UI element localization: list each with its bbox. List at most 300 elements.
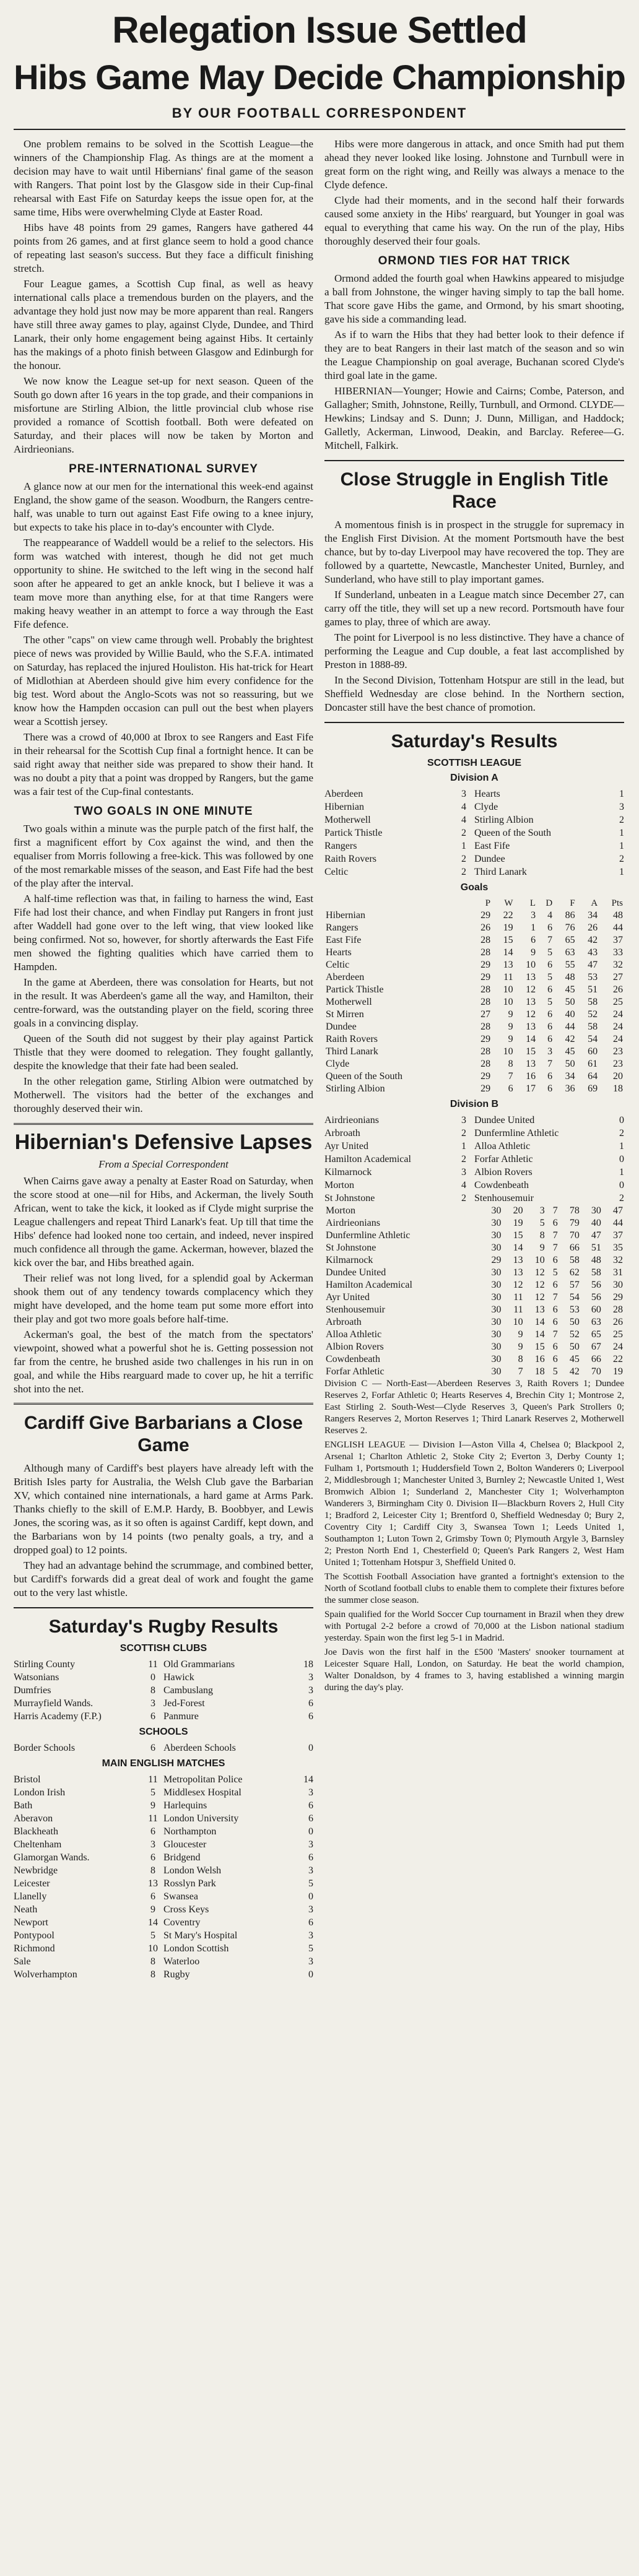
table-cell: 60 <box>588 1046 598 1057</box>
table-cell: 6 <box>552 1354 558 1364</box>
table-cell: 13 <box>526 997 536 1007</box>
table-cell: 47 <box>588 960 598 970</box>
article-paragraph: If Sunderland, unbeaten in a League match since December 27, can carry off the title, they will set up a new record. Portsmouth have four games to play, three of which are away. <box>324 589 624 628</box>
table-cell: 30 <box>491 1366 502 1377</box>
close-struggle-heading: Close Struggle in English Title Race <box>340 469 609 512</box>
away-team: Forfar Athletic <box>474 1154 533 1164</box>
table-cell: 5 <box>539 1218 545 1228</box>
article-paragraph: A half-time reflection was that, in failing to harness the wind, East Fife had lost their chance, and when Findlay put Rangers in front just after Waddell had gone over to the left wing, that view looked like being confirmed. Not so, however, for shortly afterwards the East Fife men showed the fighting qualities which have carried them to Hampden. <box>14 893 313 973</box>
table-cell: 28 <box>480 1046 491 1057</box>
table-row <box>324 1353 624 1366</box>
home-score: 2 <box>461 867 466 877</box>
table-cell: 29 <box>480 1034 491 1044</box>
table-cell: 48 <box>613 910 623 921</box>
table-cell: 9 <box>508 1034 513 1044</box>
team-name: Ayr United <box>326 1292 370 1303</box>
table-cell: 6 <box>547 1021 553 1032</box>
team-name: Clyde <box>326 1059 350 1069</box>
home-team: Dumfries <box>14 1685 51 1696</box>
table-cell: 7 <box>552 1205 558 1216</box>
away-score: 2 <box>619 1128 624 1138</box>
rugby-rule <box>14 1607 313 1608</box>
english-league-results: ENGLISH LEAGUE — Division I—Aston Villa 4, Chelsea 0; Blackpool 2, Arsenal 1; Charlton Athletic 2, Stoke City 2; Everton 3, Derby County 1; Fulham 1, Portsmouth 1; Huddersfield Town 2, Bolton Wanderers 0; Liverpool 2, Middlesbrough 1; Manchester United 3, Burnley 2; Newcastle United 1, West Bromwich Albion 1; Sunderland 2, Manchester City 1; Wolverhampton Wanderers 3, Birmingham City 0. Division II—Blackburn Rovers 2, Hull City 1; Bradford 2, Leicester City 1; Brentford 0, Sheffield Wednesday 0; Bury 2, Coventry City 1; Cardiff City 3, Swansea Town 1; Leeds United 1, Southampton 1; Luton Town 2, Grimsby Town 0; Plymouth Argyle 3, Barnsley 2; Preston North End 1, Chesterfield 0; Queen's Park Rangers 2, West Ham United 1; Tottenham Hotspur 3, Sheffield United 0. <box>324 1440 624 1568</box>
table-cell: 67 <box>591 1342 601 1352</box>
subheadline: Hibs Game May Decide Championship <box>14 58 625 97</box>
table-cell: 13 <box>503 960 513 970</box>
table-cell: 6 <box>552 1280 558 1290</box>
fixture-row <box>14 1741 313 1754</box>
table-cell: 45 <box>565 1046 575 1057</box>
table-cell: 13 <box>513 1255 523 1265</box>
away-team: Old Grammarians <box>163 1659 235 1670</box>
team-name: Hearts <box>326 947 352 958</box>
away-score: 6 <box>308 1698 313 1709</box>
home-score: 4 <box>461 815 466 825</box>
table-cell: 78 <box>569 1205 580 1216</box>
table-cell: 25 <box>613 1329 623 1340</box>
table-cell: 66 <box>591 1354 601 1364</box>
table-cell: 8 <box>518 1354 523 1364</box>
table-cell: 44 <box>565 1021 575 1032</box>
table-cell: 8 <box>508 1059 513 1069</box>
home-team: Glamorgan Wands. <box>14 1852 90 1863</box>
home-team: Wolverhampton <box>14 1969 77 1980</box>
team-name: Morton <box>326 1205 355 1216</box>
table-row <box>324 922 624 934</box>
table-cell: 9 <box>518 1342 523 1352</box>
home-score: 8 <box>150 1685 155 1696</box>
table-cell: 18 <box>534 1366 545 1377</box>
table-cell: 53 <box>588 972 598 982</box>
home-team: Aberavon <box>14 1813 53 1824</box>
table-cell: 23 <box>613 1046 623 1057</box>
table-cell: 40 <box>591 1218 601 1228</box>
table-cell: 28 <box>480 997 491 1007</box>
table-cell: 30 <box>491 1329 502 1340</box>
away-team: London Scottish <box>163 1943 229 1954</box>
team-name: Forfar Athletic <box>326 1366 385 1377</box>
away-team: Waterloo <box>163 1956 200 1967</box>
table-cell: 50 <box>569 1317 580 1327</box>
team-name: Queen of the South <box>326 1071 402 1082</box>
table-cell: 50 <box>565 1059 575 1069</box>
table-cell: 30 <box>491 1304 502 1315</box>
table-header-cell: D <box>546 898 553 908</box>
table-cell: 6 <box>552 1342 558 1352</box>
table-cell: 12 <box>534 1280 545 1290</box>
table-cell: 10 <box>503 997 513 1007</box>
home-score: 3 <box>461 1115 466 1125</box>
home-score: 2 <box>461 854 466 864</box>
table-cell: 10 <box>503 984 513 995</box>
table-row <box>324 947 624 959</box>
table-cell: 26 <box>480 922 491 933</box>
article-paragraph: In the game at Aberdeen, there was consolation for Hearts, but not in the result. It was Aberdeen's game all the way, and Hamilton, their centre-forward, was the outstanding player on the field, scoring three goals in a convincing display. <box>14 976 313 1029</box>
away-score: 6 <box>308 1800 313 1811</box>
home-score: 9 <box>150 1800 155 1811</box>
table-cell: 30 <box>491 1280 502 1290</box>
team-name: Stenhousemuir <box>326 1304 385 1315</box>
table-row <box>324 1205 624 1217</box>
table-cell: 11 <box>513 1304 523 1315</box>
away-score: 3 <box>308 1930 313 1941</box>
team-name: Dundee United <box>326 1267 386 1278</box>
article-paragraph: Clyde had their moments, and in the second half their forwards caused some anxiety in the Hibs' rearguard, but Younger in goal was equal to everything that came his way. On the run of the play, Hibs thoroughly deserved their four goals. <box>324 194 624 247</box>
table-row <box>324 1254 624 1267</box>
away-score: 0 <box>308 1743 313 1753</box>
table-row <box>324 1033 624 1046</box>
home-team: Cheltenham <box>14 1839 62 1850</box>
home-team: Celtic <box>324 867 349 877</box>
table-cell: 11 <box>513 1292 523 1303</box>
table-cell: 10 <box>513 1317 523 1327</box>
fixture-row <box>324 800 624 813</box>
away-score: 2 <box>619 854 624 864</box>
table-cell: 14 <box>513 1242 523 1253</box>
home-score: 6 <box>150 1711 155 1722</box>
away-team: Bridgend <box>163 1852 201 1863</box>
table-cell: 14 <box>526 1034 536 1044</box>
table-cell: 18 <box>613 1083 623 1094</box>
away-score: 2 <box>619 815 624 825</box>
table-cell: 6 <box>547 1083 553 1094</box>
team-name: Hibernian <box>326 910 365 921</box>
lead-paragraph: One problem remains to be solved in the Scottish League—the winners of the Championship Flag. As things are at the moment a decision may have to wait until Hibernians' final game of the season with Rangers. That point lost by the Glasgow side in their Cup-final rehearsal with East Fife on Saturday keeps the issue open for, at the same time, Hibs were overwhelming Clyde at Easter Road. <box>14 138 313 218</box>
table-cell: 9 <box>539 1242 545 1253</box>
team-name: Aberdeen <box>326 972 365 982</box>
lead-paragraph: Hibs have 48 points from 29 games, Rangers have gathered 44 points from 26 games, and at first glance seem to hold a good chance of repeating last season's success. But they face a difficult finishing stretch. <box>14 222 313 274</box>
table-cell: 7 <box>547 1059 553 1069</box>
home-score: 9 <box>150 1904 155 1915</box>
table-cell: 28 <box>613 1304 623 1315</box>
byline: BY OUR FOOTBALL CORRESPONDENT <box>172 105 467 121</box>
table-cell: 70 <box>569 1230 580 1241</box>
table-cell: 30 <box>613 1280 623 1290</box>
away-score: 1 <box>619 1141 624 1151</box>
fixture-row <box>14 1684 313 1697</box>
table-header-cell: F <box>570 898 575 908</box>
table-cell: 24 <box>613 1009 623 1020</box>
left-column <box>14 137 313 1981</box>
away-score: 18 <box>303 1659 313 1670</box>
home-score: 5 <box>150 1930 155 1941</box>
away-score: 3 <box>619 802 624 812</box>
home-team: Stirling County <box>14 1659 76 1670</box>
table-cell: 19 <box>513 1218 523 1228</box>
table-cell: 14 <box>534 1329 545 1340</box>
table-cell: 44 <box>613 922 623 933</box>
fixture-row <box>14 1942 313 1955</box>
team-name: Dundee <box>326 1021 357 1032</box>
home-team: Blackheath <box>14 1826 58 1837</box>
table-cell: 51 <box>588 984 598 995</box>
table-header-cell: L <box>529 898 536 908</box>
home-score: 11 <box>148 1774 158 1785</box>
away-score: 3 <box>308 1672 313 1683</box>
home-team: Richmond <box>14 1943 55 1954</box>
table-cell: 26 <box>613 984 623 995</box>
away-team: Metropolitan Police <box>163 1774 243 1785</box>
table-cell: 32 <box>613 1255 623 1265</box>
division-b-results <box>324 1114 624 1205</box>
table-cell: 26 <box>588 922 598 933</box>
table-cell: 6 <box>547 922 553 933</box>
table-cell: 4 <box>547 910 553 921</box>
home-team: Aberdeen <box>324 789 363 799</box>
table-cell: 45 <box>569 1354 580 1364</box>
away-score: 3 <box>308 1839 313 1850</box>
table-cell: 3 <box>539 1205 545 1216</box>
table-cell: 6 <box>552 1317 558 1327</box>
table-cell: 79 <box>569 1218 580 1228</box>
away-score: 0 <box>308 1826 313 1837</box>
table-cell: 24 <box>613 1021 623 1032</box>
two-goals-heading: TWO GOALS IN ONE MINUTE <box>74 805 253 818</box>
table-cell: 7 <box>552 1230 558 1241</box>
article-paragraph: When Cairns gave away a penalty at Easter Road on Saturday, when the score stood at one—nil for Hibs, and Ackerman, the lively South African, went to take the kick, it looked as if Clyde might surprise the League challengers and repeat Third Lanark's feat. Up till that time the Hibs' defence had looked none too certain, and indeed, never inspired much confidence all through the game. Ackerman, however, blazed the kick over the bar, and Hibs breathed again. <box>14 1175 313 1268</box>
home-score: 13 <box>148 1878 158 1889</box>
away-score: 14 <box>303 1774 313 1785</box>
team-name: Partick Thistle <box>326 984 384 995</box>
table-cell: 27 <box>480 1009 491 1020</box>
pre-international-heading: PRE-INTERNATIONAL SURVEY <box>69 462 258 475</box>
headline: Relegation Issue Settled <box>112 9 527 51</box>
away-team: Cross Keys <box>163 1904 209 1915</box>
table-cell: 9 <box>518 1329 523 1340</box>
table-cell: 63 <box>565 947 575 958</box>
table-cell: 26 <box>613 1317 623 1327</box>
table-cell: 29 <box>480 972 491 982</box>
table-cell: 62 <box>569 1267 580 1278</box>
away-score: 3 <box>308 1865 313 1876</box>
table-cell: 5 <box>547 972 553 982</box>
columns <box>14 137 625 1981</box>
home-team: Newport <box>14 1917 48 1928</box>
away-team: Queen of the South <box>474 828 551 838</box>
home-team: Partick Thistle <box>324 828 383 838</box>
fixture-row <box>14 1838 313 1851</box>
team-name: Stirling Albion <box>326 1083 385 1094</box>
article-paragraph: In the other relegation game, Stirling Albion were outmatched by Motherwell. The visitors had the better of the exchanges and thoroughly deserved their win. <box>14 1075 313 1114</box>
home-team: Kilmarnock <box>324 1167 372 1177</box>
table-row <box>324 1279 624 1291</box>
table-cell: 6 <box>547 960 553 970</box>
article-paragraph: The point for Liverpool is no less distinctive. They have a chance of performing the League and Cup double, a feat last accomplished by Preston in 1888-89. <box>324 631 624 670</box>
table-cell: 32 <box>613 960 623 970</box>
table-cell: 61 <box>588 1059 598 1069</box>
sfa-paragraph: The Scottish Football Association have granted a fortnight's extension to the North of Scotland football clubs to enable them to complete their fixtures before the summer close season. <box>324 1572 624 1605</box>
table-cell: 20 <box>613 1071 623 1082</box>
away-score: 5 <box>308 1943 313 1954</box>
table-cell: 14 <box>503 947 513 958</box>
table-cell: 29 <box>491 1255 502 1265</box>
table-cell: 65 <box>565 935 575 945</box>
ormond-heading: ORMOND TIES FOR HAT TRICK <box>378 254 571 267</box>
table-cell: 35 <box>613 1242 623 1253</box>
fixture-row <box>324 826 624 839</box>
team-name: St Johnstone <box>326 1242 376 1253</box>
table-cell: 27 <box>613 972 623 982</box>
team-name: Raith Rovers <box>326 1034 378 1044</box>
table-cell: 36 <box>565 1083 575 1094</box>
fixture-row <box>324 1127 624 1140</box>
team-name: Cowdenbeath <box>326 1354 380 1364</box>
table-cell: 16 <box>534 1354 545 1364</box>
home-score: 3 <box>150 1698 155 1709</box>
table-cell: 9 <box>508 1021 513 1032</box>
table-cell: 1 <box>531 922 536 933</box>
table-row <box>324 1058 624 1070</box>
table-cell: 30 <box>491 1218 502 1228</box>
away-score: 3 <box>308 1904 313 1915</box>
table-cell: 29 <box>480 1071 491 1082</box>
away-team: Swansea <box>163 1891 198 1902</box>
scottish-clubs-results <box>14 1658 313 1723</box>
table-cell: 16 <box>526 1071 536 1082</box>
away-score: 0 <box>308 1891 313 1902</box>
home-team: Morton <box>324 1180 354 1190</box>
home-score: 8 <box>150 1865 155 1876</box>
home-team: Hibernian <box>324 802 364 812</box>
fixture-row <box>14 1773 313 1786</box>
table-cell: 54 <box>588 1034 598 1044</box>
article-paragraph: In the Second Division, Tottenham Hotspur are still in the lead, but Sheffield Wednesday are close behind. In the Northern section, Doncaster still have the best chance of promotion. <box>324 674 624 713</box>
article-paragraph: The reappearance of Waddell would be a relief to the selectors. His form was watched with interest, though he did not get much opportunity to shine. He switched to the left wing in the second half soon after he appeared to get an ankle knock, but I believe it was a team move more than anything else, for at that time Rangers were making heavy weather in an attempt to force a way through the East Fife defence. <box>14 537 313 630</box>
away-score: 3 <box>308 1956 313 1967</box>
away-score: 0 <box>619 1115 624 1125</box>
home-score: 3 <box>461 1167 466 1177</box>
table-cell: 15 <box>534 1342 545 1352</box>
home-score: 4 <box>461 1180 466 1190</box>
table-cell: 47 <box>591 1230 601 1241</box>
table-cell: 28 <box>480 947 491 958</box>
article-paragraph: Ormond added the fourth goal when Hawkins appeared to misjudge a ball from Johnstone, the winger having simply to tap the ball home. That score gave Hibs the game, and Ormond, by his smart shooting, gave his side a commanding lead. <box>324 272 624 325</box>
table-cell: 3 <box>531 910 536 921</box>
table-cell: 60 <box>591 1304 601 1315</box>
fixture-row <box>14 1812 313 1825</box>
table-cell: 5 <box>547 997 553 1007</box>
article-paragraph: As if to warn the Hibs that they had better look to their defence if they are to beat Rangers in their last match of the season and so win the League Championship on goal average, Buchanan scored Clyde's third goal late in the game. <box>324 329 624 381</box>
fixture-row <box>14 1786 313 1799</box>
table-cell: 12 <box>526 984 536 995</box>
table-cell: 6 <box>547 1071 553 1082</box>
table-cell: 34 <box>588 910 598 921</box>
home-score: 6 <box>150 1852 155 1863</box>
schools-heading: SCHOOLS <box>139 1727 188 1737</box>
table-cell: 23 <box>613 1059 623 1069</box>
fixture-row <box>14 1799 313 1812</box>
table-cell: 30 <box>591 1205 601 1216</box>
division-b-heading: Division B <box>450 1099 499 1109</box>
header-rule <box>14 129 625 130</box>
fixture-row <box>324 1153 624 1166</box>
away-score: 1 <box>619 828 624 838</box>
table-row <box>324 909 624 922</box>
table-cell: 45 <box>565 984 575 995</box>
table-cell: 15 <box>513 1230 523 1241</box>
table-cell: 6 <box>531 935 536 945</box>
table-cell: 7 <box>518 1366 523 1377</box>
fixture-row <box>324 1140 624 1153</box>
home-score: 14 <box>148 1917 158 1928</box>
table-cell: 5 <box>552 1366 558 1377</box>
table-cell: 12 <box>513 1280 523 1290</box>
away-team: Albion Rovers <box>474 1167 532 1177</box>
fixture-row <box>324 839 624 852</box>
table-row <box>324 971 624 984</box>
table-cell: 76 <box>565 922 575 933</box>
home-team: Rangers <box>324 841 357 851</box>
away-team: Alloa Athletic <box>474 1141 531 1151</box>
away-team: Northampton <box>163 1826 217 1837</box>
table-header-cell: P <box>485 898 491 908</box>
article-paragraph: Although many of Cardiff's best players have already left with the British Isles party for Australia, the Welsh Club gave the Barbarian XV, which contained nine internationals, a hard game at Arms Park. Thanks chiefly to the skill of E.M.P. Hardy, B. Boobbyer, and Lewis Jones, the scoring was, as it so often is against Cardiff, kept down, and the Barbarians won by 14 points (two penalty goals, a try, and a dropped goal) to 12 points. <box>14 1462 313 1556</box>
home-team: Leicester <box>14 1878 50 1889</box>
away-score: 6 <box>308 1813 313 1824</box>
fixture-row <box>324 813 624 826</box>
fixture-row <box>14 1658 313 1671</box>
fixture-row <box>14 1877 313 1890</box>
table-cell: 64 <box>588 1071 598 1082</box>
table-cell: 56 <box>591 1292 601 1303</box>
home-team: Raith Rovers <box>324 854 376 864</box>
table-cell: 51 <box>591 1242 601 1253</box>
spain-paragraph: Spain qualified for the World Soccer Cup tournament in Brazil when they drew with Portugal 2-2 before a crowd of 70,000 at the Lisbon national stadium yesterday. Spain won the first leg 5-1 in Madrid. <box>324 1610 624 1643</box>
table-row <box>324 1329 624 1341</box>
fixture-row <box>14 1903 313 1916</box>
article-paragraph: They had an advantage behind the scrummage, and combined better, but Cardiff's forwards did a great deal of work and fought the game out to the very last whistle. <box>14 1559 313 1598</box>
table-cell: 48 <box>565 972 575 982</box>
table-cell: 5 <box>552 1267 558 1278</box>
table-row <box>324 1291 624 1304</box>
team-name: Arbroath <box>326 1317 362 1327</box>
away-team: Aberdeen Schools <box>163 1743 236 1753</box>
lead-paragraph: Four League games, a Scottish Cup final, as well as heavy international calls place a tremendous burden on the players, and the advantage they hold just now may be more apparent than real. Rangers have still three away games to play, against Clyde, Dundee, and Third Lanark, their only home engagement being against Hibs. It certainly has the makings of a photo finish between Glasgow and Edinburgh for the honour. <box>14 278 313 371</box>
home-team: Bristol <box>14 1774 41 1785</box>
division-a-heading: Division A <box>450 773 498 783</box>
home-team: Airdrieonians <box>324 1115 379 1125</box>
table-cell: 42 <box>565 1034 575 1044</box>
table-cell: 6 <box>552 1218 558 1228</box>
fixture-row <box>14 1916 313 1929</box>
home-score: 10 <box>148 1943 158 1954</box>
home-team: London Irish <box>14 1787 66 1798</box>
away-team: Coventry <box>163 1917 201 1928</box>
table-cell: 30 <box>491 1242 502 1253</box>
table-cell: 28 <box>480 984 491 995</box>
table-row <box>324 1229 624 1242</box>
table-row <box>324 1341 624 1353</box>
table-cell: 15 <box>526 1046 536 1057</box>
home-score: 11 <box>148 1659 158 1670</box>
away-team: Rosslyn Park <box>163 1878 216 1889</box>
scottish-league-heading: SCOTTISH LEAGUE <box>427 758 521 768</box>
article-paragraph: Two goals within a minute was the purple patch of the first half, the first a magnificent effort by Cox against the wind, and then the equaliser from Morris following a free-kick. This was followed by one of the most remarkable misses of the season, and East Fife had the best of the play after the interval. <box>14 823 313 889</box>
fixture-row <box>14 1671 313 1684</box>
table-cell: 6 <box>547 1009 553 1020</box>
away-team: Harlequins <box>163 1800 207 1811</box>
table-cell: 31 <box>613 1267 623 1278</box>
division-b-table <box>324 1205 624 1378</box>
table-cell: 30 <box>491 1292 502 1303</box>
table-cell: 34 <box>565 1071 575 1082</box>
table-cell: 43 <box>588 947 598 958</box>
away-team: East Fife <box>474 841 510 851</box>
home-team: Neath <box>14 1904 38 1915</box>
team-name: Airdrieonians <box>326 1218 380 1228</box>
team-name: East Fife <box>326 935 362 945</box>
table-cell: 54 <box>569 1292 580 1303</box>
